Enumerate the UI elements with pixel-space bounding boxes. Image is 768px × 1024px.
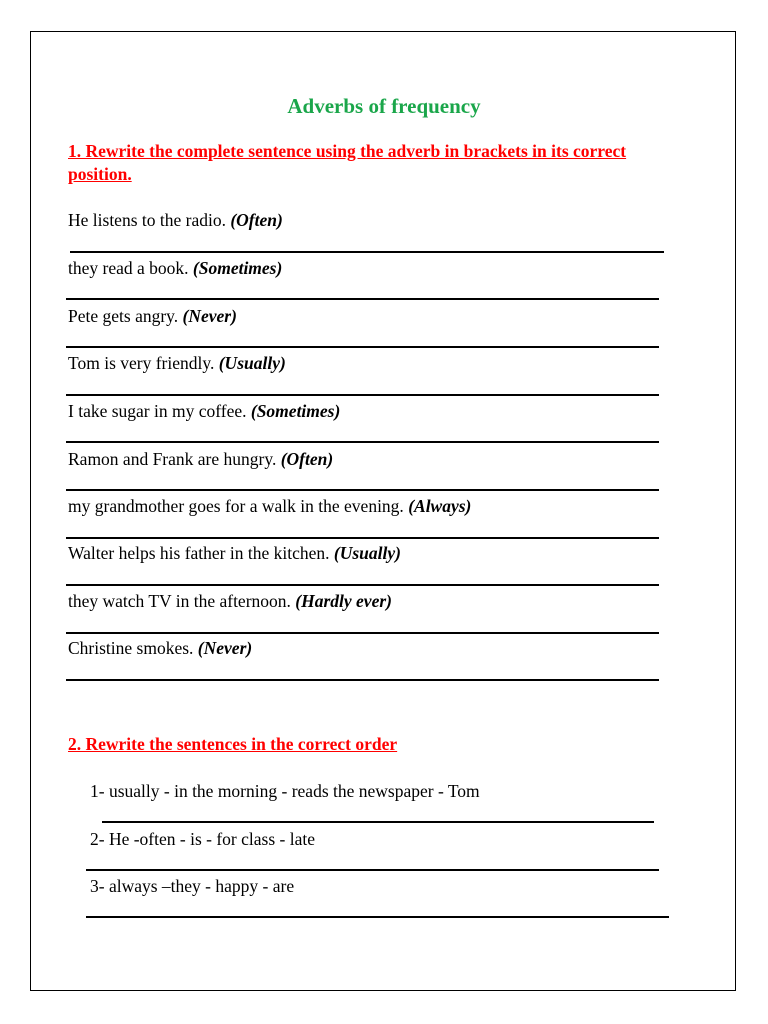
adverb-hint: (Hardly ever) [295,591,392,611]
exercise-8-sentence: Walter helps his father in the kitchen. (Usually) [68,543,401,563]
exercise-1-sentence: He listens to the radio. (Often) [68,210,283,230]
adverb-hint: (Sometimes) [192,258,283,278]
exercise-6-sentence: Ramon and Frank are hungry. (Often) [68,449,334,469]
adverb-hint: (Always) [408,496,472,516]
section-2-heading: 2. Rewrite the sentences in the correct order [68,734,398,754]
order-item-1: 1- usually - in the morning - reads the newspaper - Tom [90,781,480,801]
exercise-9-sentence: they watch TV in the afternoon. (Hardly ever) [68,591,392,611]
order-answer-line-3[interactable] [86,916,669,918]
section-1-heading: 1. Rewrite the complete sentence using the adverb in brackets in its correct position. [68,141,627,184]
answer-line-3[interactable] [66,346,659,348]
exercise-2-sentence: they read a book. (Sometimes) [68,258,283,278]
adverb-hint: (Usually) [333,543,401,563]
order-answer-line-2[interactable] [86,869,659,871]
answer-line-7[interactable] [66,537,659,539]
exercise-3-sentence: Pete gets angry. (Never) [68,306,237,326]
adverb-hint: (Sometimes) [250,401,341,421]
order-item-3: 3- always –they - happy - are [90,876,295,896]
answer-line-1[interactable] [70,251,664,253]
answer-line-8[interactable] [66,584,659,586]
adverb-hint: (Never) [197,638,253,658]
answer-line-6[interactable] [66,489,659,491]
worksheet-title: Adverbs of frequency [287,94,481,118]
adverb-hint: (Often) [280,449,334,469]
adverb-hint: (Often) [230,210,283,230]
order-answer-line-1[interactable] [102,821,654,823]
order-item-2: 2- He -often - is - for class - late [90,829,315,849]
exercise-10-sentence: Christine smokes. (Never) [68,638,253,658]
adverb-hint: (Usually) [218,353,286,373]
answer-line-2[interactable] [66,298,659,300]
exercise-4-sentence: Tom is very friendly. (Usually) [68,353,286,373]
exercise-7-sentence: my grandmother goes for a walk in the evening. (Always) [68,496,472,516]
answer-line-4[interactable] [66,394,659,396]
answer-line-10[interactable] [66,679,659,681]
exercise-5-sentence: I take sugar in my coffee. (Sometimes) [68,401,341,421]
answer-line-9[interactable] [66,632,659,634]
adverb-hint: (Never) [182,306,237,326]
answer-line-5[interactable] [66,441,659,443]
